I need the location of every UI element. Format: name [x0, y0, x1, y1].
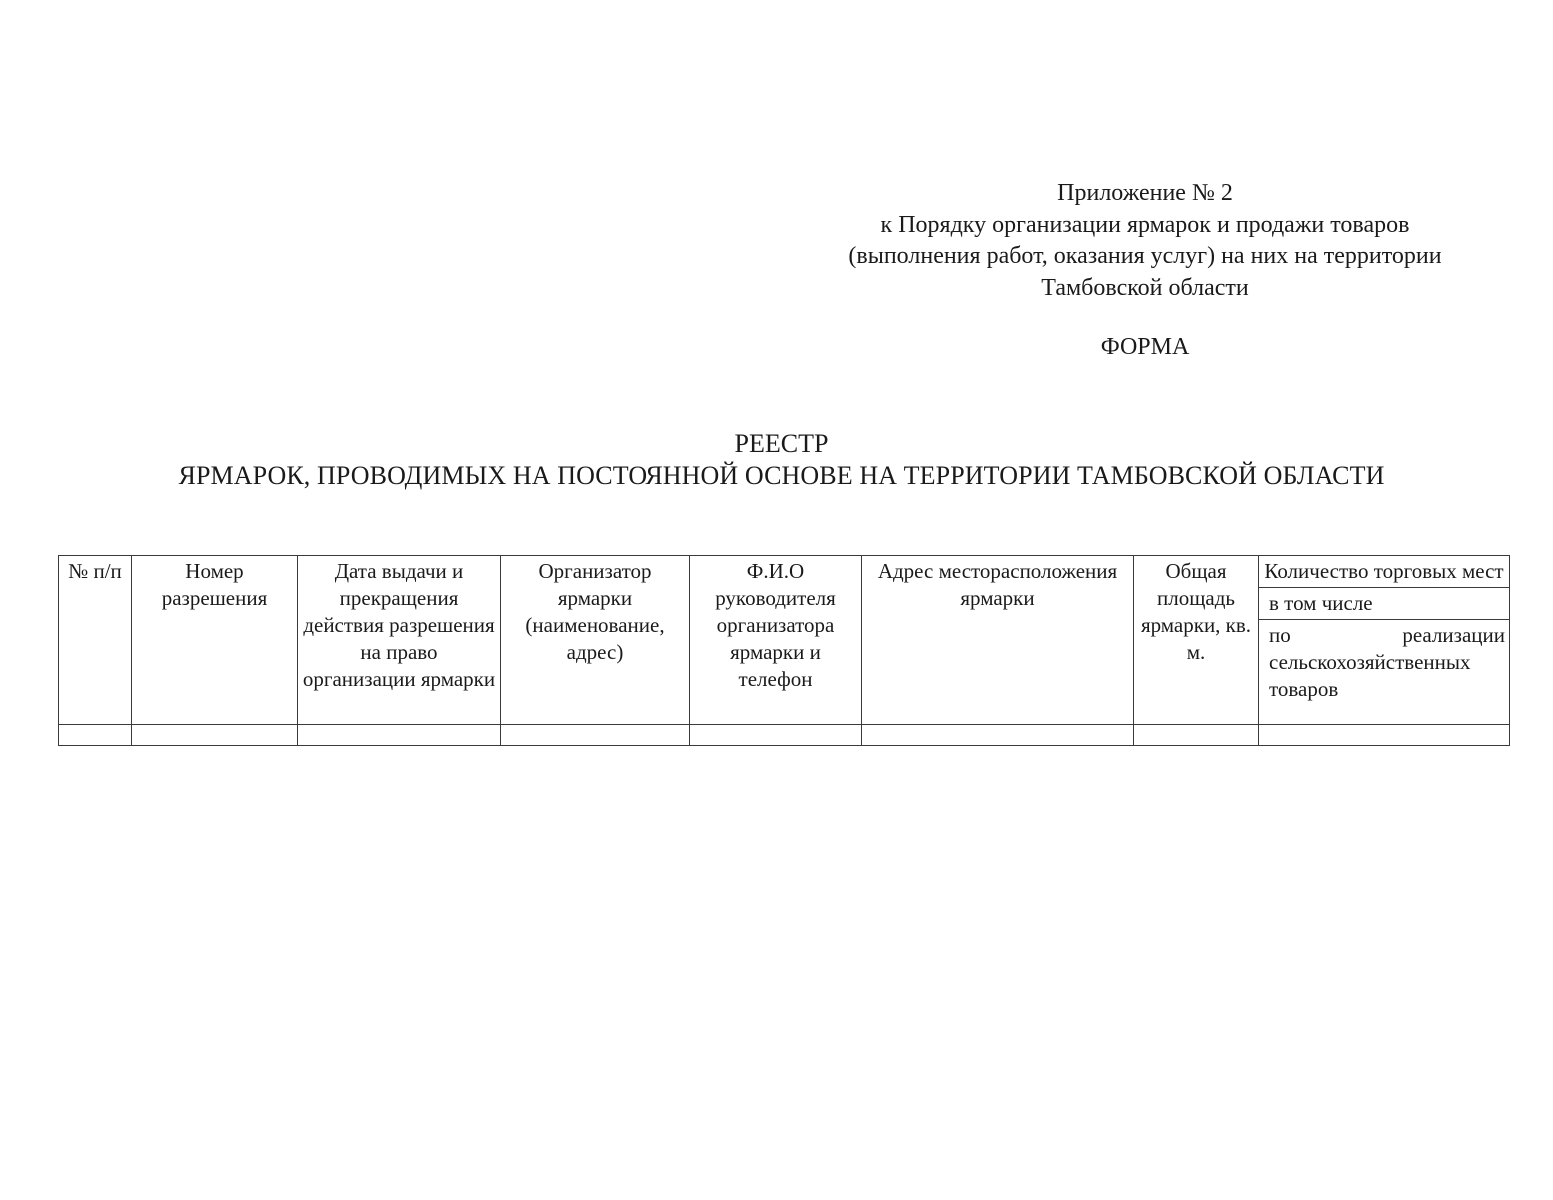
appendix-line-3: (выполнения работ, оказания услуг) на них на территории — [848, 243, 1442, 269]
header-num: № п/п — [59, 556, 132, 725]
cell-area — [1134, 725, 1259, 746]
cell-agri — [1259, 725, 1510, 746]
title-line-1: РЕЕСТР — [734, 429, 829, 458]
appendix-block — [780, 178, 1510, 304]
cell-head-name — [690, 725, 862, 746]
header-including: в том числе — [1259, 588, 1510, 620]
agri-word-1: по — [1269, 623, 1291, 647]
header-area: Общая площадь ярмарки, кв. м. — [1134, 556, 1259, 725]
document-title — [0, 428, 1553, 492]
agri-rest: сельскохозяйственных товаров — [1269, 650, 1471, 701]
agri-word-2: реализации — [1402, 623, 1505, 647]
cell-num — [59, 725, 132, 746]
registry-table — [58, 555, 1510, 746]
agri-first-line — [1269, 622, 1505, 649]
header-permit-number: Номер разрешения — [132, 556, 298, 725]
appendix-line-1: Приложение № 2 — [1057, 180, 1233, 206]
cell-address — [862, 725, 1134, 746]
header-agri — [1259, 620, 1510, 725]
header-row — [59, 556, 1510, 588]
header-permit-dates: Дата выдачи и прекращения действия разрешения на право организации ярмарки — [298, 556, 501, 725]
header-organizer: Организатор ярмарки (наименование, адрес) — [501, 556, 690, 725]
cell-permit-dates — [298, 725, 501, 746]
title-line-2: ЯРМАРОК, ПРОВОДИМЫХ НА ПОСТОЯННОЙ ОСНОВЕ НА ТЕРРИТОРИИ ТАМБОВСКОЙ ОБЛАСТИ — [178, 461, 1385, 490]
header-head-name: Ф.И.О руководителя организатора ярмарки и телефон — [690, 556, 862, 725]
table-row — [59, 725, 1510, 746]
header-places: Количество торговых мест — [1259, 556, 1510, 588]
appendix-line-4: Тамбовской области — [1041, 274, 1249, 301]
cell-organizer — [501, 725, 690, 746]
appendix-line-2: к Порядку организации ярмарок и продажи товаров — [880, 211, 1410, 238]
header-address: Адрес месторасположения ярмарки — [862, 556, 1134, 725]
cell-permit-number — [132, 725, 298, 746]
form-label: ФОРМА — [1100, 334, 1190, 360]
